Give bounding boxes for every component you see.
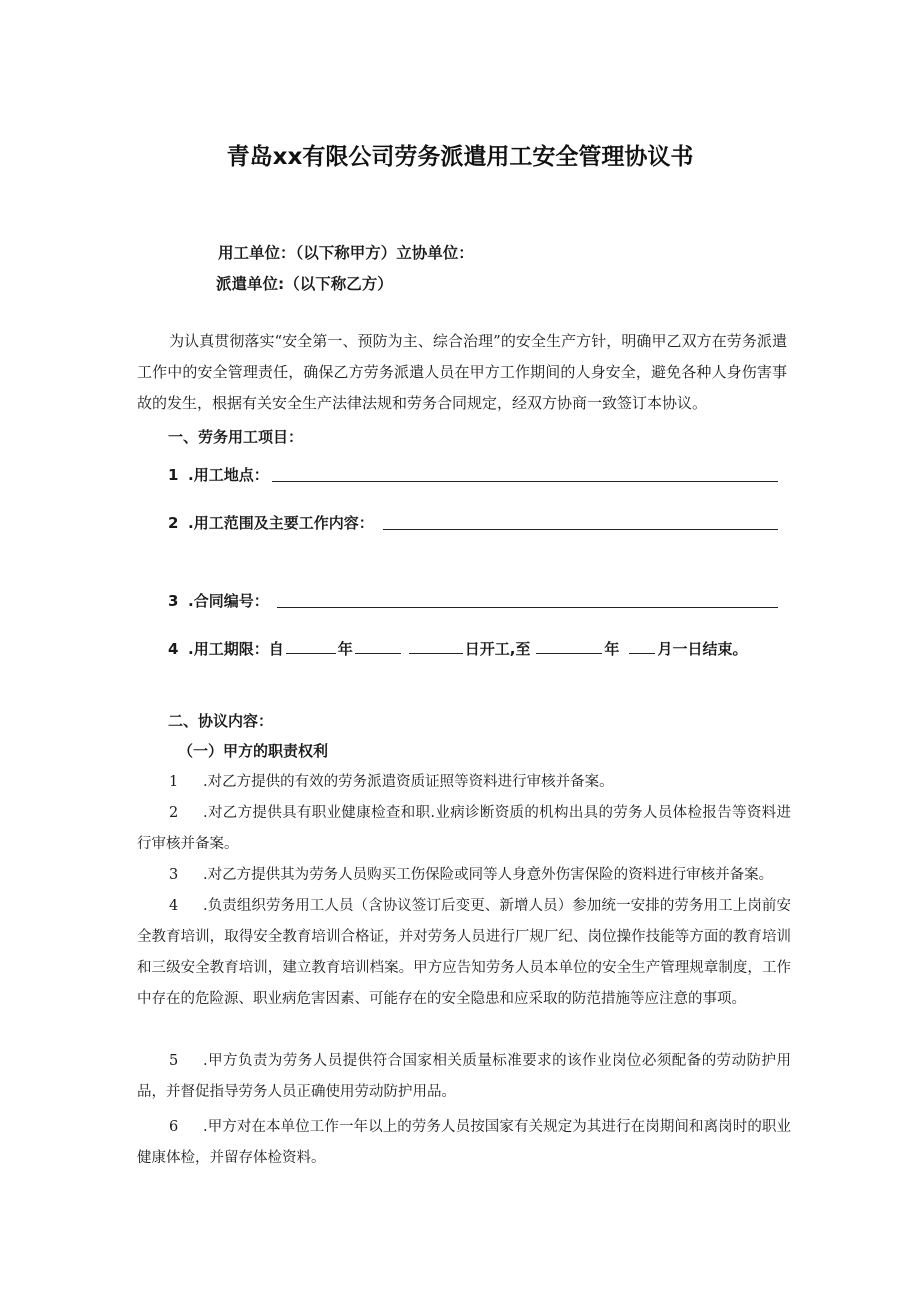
intro-paragraph bbox=[137, 326, 787, 419]
item-text: .甲方负责为劳务人员提供符合国家相关质量标准要求的该作业岗位必须配备的劳动防护用品，并督促指导劳务人员正确使用劳动防护用品。 bbox=[137, 1053, 791, 1100]
field-label: .合同编号： bbox=[188, 592, 269, 610]
field-label: .用工地点： bbox=[188, 466, 269, 484]
field-number: 4 bbox=[168, 640, 179, 658]
list-item bbox=[137, 891, 791, 1015]
dispatcher-line: 派遣单位:（以下称乙方） bbox=[216, 275, 393, 293]
field-work-location bbox=[168, 464, 269, 485]
work-location-input-line[interactable] bbox=[272, 481, 778, 482]
field-number: 1 bbox=[168, 466, 179, 484]
item-number: 1 bbox=[169, 774, 179, 790]
section1-heading: 一、劳务用工项目： bbox=[168, 428, 304, 446]
contract-number-input-line[interactable] bbox=[277, 607, 778, 608]
start-day-blank[interactable] bbox=[409, 639, 463, 654]
field-number: 3 bbox=[168, 592, 179, 610]
section2-heading: 二、协议内容： bbox=[168, 712, 274, 730]
item-number: 5 bbox=[169, 1053, 179, 1069]
work-scope-input-line[interactable] bbox=[383, 529, 778, 530]
end-month-blank[interactable] bbox=[629, 639, 655, 654]
field-contract-number bbox=[168, 590, 269, 611]
item-text: .对乙方提供其为劳务人员购买工伤保险或同等人身意外伤害保险的资料进行审核并备案。 bbox=[203, 867, 774, 883]
list-item bbox=[137, 1046, 791, 1108]
item-text: .甲方对在本单位工作一年以上的劳务人员按国家有关规定为其进行在岗期间和离岗时的职业健康体检，并留存体检资料。 bbox=[137, 1119, 791, 1166]
item-number: 4 bbox=[169, 898, 179, 914]
intro-text: 为认真贯彻落实“安全第一、预防为主、综合治理”的安全生产方针，明确甲乙双方在劳务派遣工作中的安全管理责任，确保乙方劳务派遣人员在甲方工作期间的人身安全，避免各种人身伤害事故的发生，根据有关安全生产法律法规和劳务合同规定，经双方协商一致签订本协议。 bbox=[137, 332, 787, 412]
item-text: .对乙方提供具有职业健康检查和职.业病诊断资质的机构出具的劳务人员体检报告等资料进行审核并备案。 bbox=[137, 805, 791, 852]
end-suffix: 月一日结束。 bbox=[657, 640, 748, 658]
item-text: .对乙方提供的有效的劳务派遣资质证照等资料进行审核并备案。 bbox=[203, 774, 614, 790]
section2-subheading: （一）甲方的职责权利 bbox=[178, 742, 329, 760]
field-work-period bbox=[168, 638, 747, 659]
item-number: 6 bbox=[169, 1119, 179, 1135]
field-number: 2 bbox=[168, 514, 179, 532]
year-label: 年 bbox=[337, 640, 353, 658]
employer-line: 用工单位：（以下称甲方）立协单位： bbox=[218, 244, 474, 262]
field-work-scope bbox=[168, 512, 374, 533]
list-item bbox=[137, 1112, 791, 1174]
start-month-blank[interactable] bbox=[355, 639, 401, 654]
end-year-blank[interactable] bbox=[536, 639, 602, 654]
item-number: 2 bbox=[169, 805, 179, 821]
list-item bbox=[137, 798, 791, 860]
field-label: .用工范围及主要工作内容： bbox=[188, 514, 374, 532]
item-number: 3 bbox=[169, 867, 179, 883]
year-label: 年 bbox=[604, 640, 620, 658]
list-item bbox=[137, 860, 791, 891]
list-item bbox=[137, 767, 791, 798]
item-text: .负责组织劳务用工人员（含协议签订后变更、新增人员）参加统一安排的劳务用工上岗前安全教育培训，取得安全教育培训合格证，并对劳务人员进行厂规厂纪、岗位操作技能等方面的教育培训和三级安全教育培训，建立教育培训档案。甲方应告知劳务人员本单位的安全生产管理规章制度，工作中存在的危险源、职业病危害因素、可能存在的安全隐患和应采取的防范措施等应注意的事项。 bbox=[137, 898, 791, 1007]
start-suffix: 日开工,至 bbox=[464, 640, 531, 658]
start-year-blank[interactable] bbox=[286, 639, 336, 654]
period-label: .用工期限：自 bbox=[188, 640, 284, 658]
document-title: 青岛xx有限公司劳务派遣用工安全管理协议书 bbox=[226, 144, 694, 170]
